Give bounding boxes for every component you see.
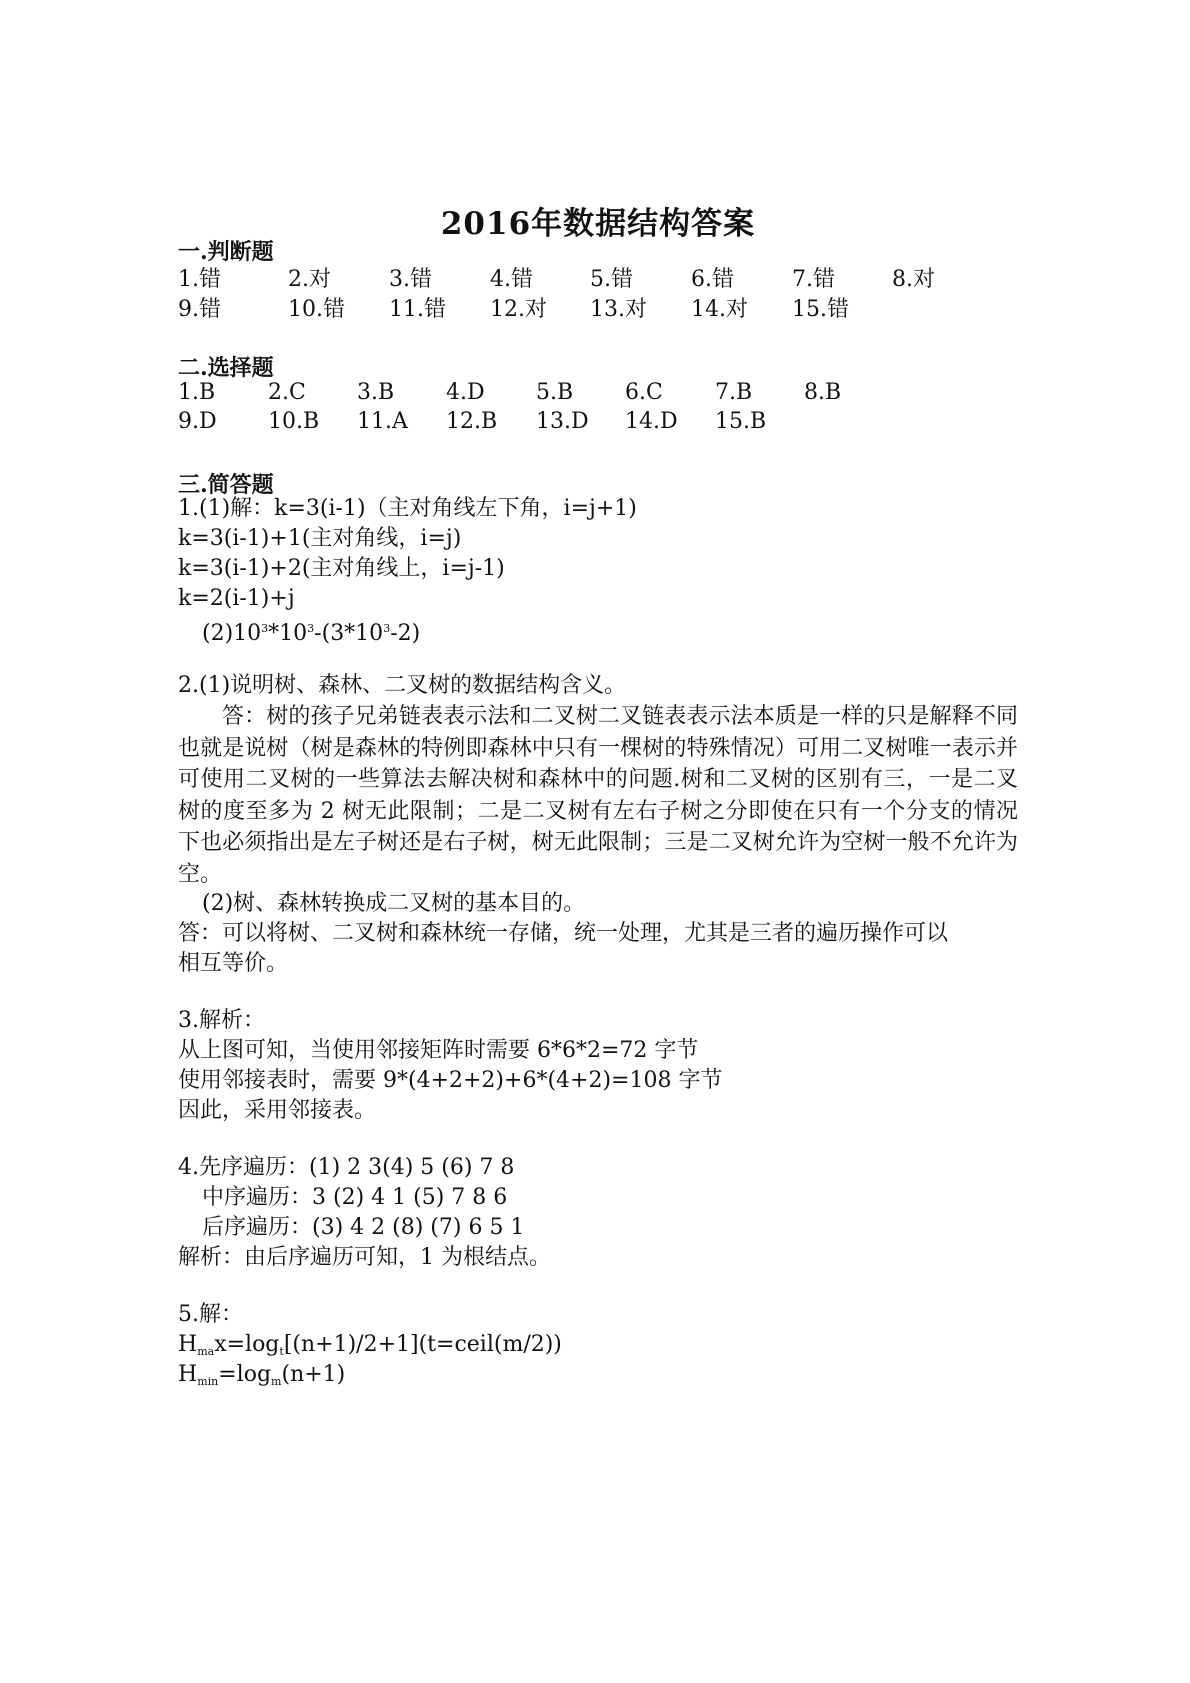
- answer-item: 2.对: [288, 267, 331, 292]
- q2-question-1: 2.(1)说明树、森林、二叉树的数据结构含义。: [178, 673, 627, 698]
- q3-line: 3.解析：: [178, 1008, 265, 1033]
- answer-item: 6.错: [691, 267, 734, 292]
- exponent: 3: [307, 622, 315, 635]
- q4-line: 解析：由后序遍历可知，1 为根结点。: [178, 1245, 551, 1270]
- section-heading-judgment: 一.判断题: [178, 239, 274, 265]
- answer-item: 6.C: [625, 380, 663, 405]
- q2-question-2: (2)树、森林转换成二叉树的基本目的。: [202, 891, 586, 916]
- formula-text: =log: [218, 1362, 272, 1387]
- answer-item: 15.B: [715, 409, 767, 434]
- formula-text: x=log: [214, 1332, 280, 1357]
- section-heading-short-answer: 三.简答题: [178, 472, 274, 498]
- answer-item: 7.错: [792, 267, 835, 292]
- answer-item: 3.错: [389, 267, 432, 292]
- answer-item: 10.B: [268, 409, 320, 434]
- answer-item: 14.D: [625, 409, 678, 434]
- q1-line: k=2(i-1)+j: [178, 586, 295, 611]
- answer-item: 8.对: [892, 267, 935, 292]
- q1-line: 1.(1)解：k=3(i-1)（主对角线左下角，i=j+1): [178, 496, 637, 521]
- q2-answer-1: 答：树的孩子兄弟链表表示法和二叉树二叉链表表示法本质是一样的只是解释不同也就是说树（树是森林的特例即森林中只有一棵树的特殊情况）可用二叉树唯一表示并可使用二叉树的一些算法去解决树和森林中的问题.树和二叉树的区别有三，一是二叉树的度至多为 2 树无此限制；二是二叉树有左右子树之分即使在只有一个分支的情况下也必须指出是左子树还是右子树，树无此限制；三是二叉树允许为空树一般不允许为空。: [178, 704, 1018, 887]
- answer-item: 9.错: [178, 297, 221, 322]
- q5-line: 5.解：: [178, 1302, 243, 1327]
- answer-item: 11.A: [357, 409, 408, 434]
- answer-item: 12.对: [490, 297, 547, 322]
- formula-text: -2): [390, 621, 421, 646]
- answer-item: 15.错: [792, 297, 849, 322]
- q4-line: 4.先序遍历：(1) 2 3(4) 5 (6) 7 8: [178, 1155, 515, 1180]
- subscript: m: [271, 1375, 282, 1388]
- formula-text: [(n+1)/2+1](t=ceil(m/2)): [283, 1332, 562, 1357]
- section-heading-choice: 二.选择题: [178, 355, 274, 381]
- answer-item: 8.B: [804, 380, 842, 405]
- formula-text: H: [178, 1332, 198, 1357]
- q3-line: 因此，采用邻接表。: [178, 1098, 377, 1123]
- subscript: ma: [197, 1345, 215, 1358]
- answer-item: 11.错: [389, 297, 446, 322]
- formula-text: H: [178, 1362, 198, 1387]
- answer-item: 4.D: [446, 380, 485, 405]
- answer-item: 5.错: [590, 267, 633, 292]
- formula-text: (2)10: [202, 621, 262, 646]
- q3-line: 使用邻接表时，需要 9*(4+2+2)+6*(4+2)=108 字节: [178, 1068, 723, 1093]
- answer-item: 1.错: [178, 267, 221, 292]
- q1-line: k=3(i-1)+2(主对角线上，i=j-1): [178, 556, 505, 581]
- q3-line: 从上图可知，当使用邻接矩阵时需要 6*6*2=72 字节: [178, 1038, 699, 1063]
- answer-item: 12.B: [446, 409, 498, 434]
- q2-answer-2-line: 答：可以将树、二叉树和森林统一存储，统一处理，尤其是三者的遍历操作可以: [178, 921, 949, 946]
- answer-item: 14.对: [691, 297, 748, 322]
- answer-item: 9.D: [178, 409, 217, 434]
- subscript: t: [279, 1345, 284, 1358]
- page-title: 2016年数据结构答案: [440, 206, 756, 242]
- exponent: 3: [261, 622, 269, 635]
- answer-item: 13.D: [536, 409, 589, 434]
- formula-text: *10: [268, 621, 308, 646]
- answer-item: 7.B: [715, 380, 753, 405]
- subscript: min: [197, 1375, 219, 1388]
- q2-answer-2-line: 相互等价。: [178, 951, 289, 976]
- answer-item: 13.对: [590, 297, 647, 322]
- exponent: 3: [383, 622, 391, 635]
- answer-item: 1.B: [178, 380, 216, 405]
- answer-item: 2.C: [268, 380, 306, 405]
- q1-part2-formula: [202, 613, 420, 650]
- answer-item: 4.错: [490, 267, 533, 292]
- answer-item: 3.B: [357, 380, 395, 405]
- formula-text: -(3*10: [314, 621, 384, 646]
- formula-text: (n+1): [281, 1362, 346, 1387]
- q1-line: k=3(i-1)+1(主对角线，i=j): [178, 526, 462, 551]
- answer-item: 5.B: [536, 380, 574, 405]
- q4-line: 中序遍历：3 (2) 4 1 (5) 7 8 6: [202, 1185, 508, 1210]
- q4-line: 后序遍历：(3) 4 2 (8) (7) 6 5 1: [202, 1215, 525, 1240]
- q5-hmin-formula: [178, 1359, 345, 1398]
- answer-item: 10.错: [288, 297, 345, 322]
